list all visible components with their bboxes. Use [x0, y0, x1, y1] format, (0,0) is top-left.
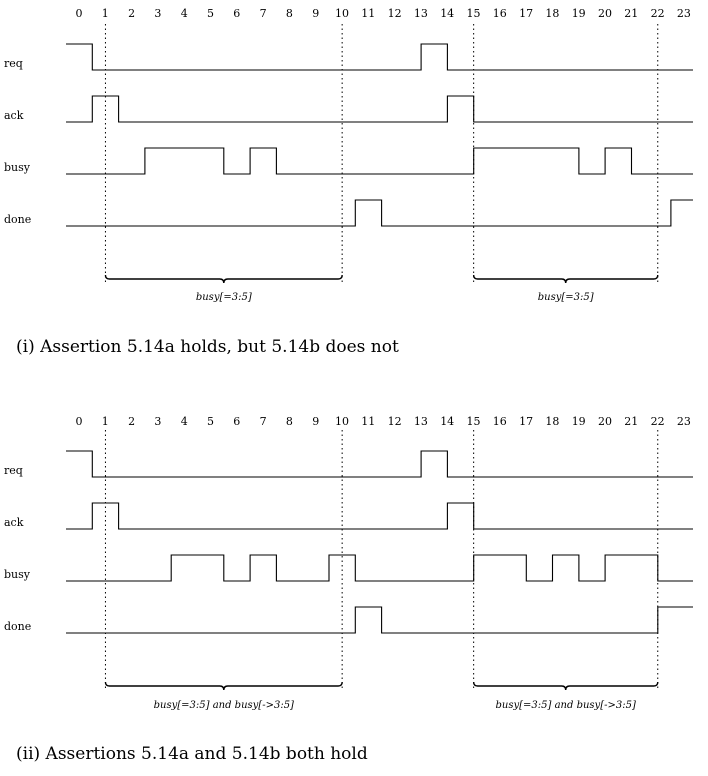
cycle-number: 18: [545, 7, 560, 20]
cycle-number: 12: [387, 415, 402, 428]
cycle-number: 20: [598, 415, 612, 428]
signal-label-req: req: [4, 57, 23, 70]
cycle-number: 21: [624, 7, 639, 20]
interval-brace-label: busy[=3:5] and busy[->3:5]: [495, 700, 636, 711]
waveform-req: [66, 451, 693, 477]
waveform-done: [66, 200, 693, 226]
cycle-number: 9: [312, 7, 320, 20]
cycle-number: 13: [413, 415, 428, 428]
cycle-number: 8: [285, 415, 293, 428]
caption-panel-ii: (ii) Assertions 5.14a and 5.14b both hold: [16, 744, 368, 764]
interval-brace-label: busy[=3:5]: [537, 292, 594, 303]
cycle-number: 3: [154, 7, 162, 20]
cycle-number: 22: [650, 7, 665, 20]
signal-label-busy: busy: [4, 568, 30, 581]
cycle-number: 1: [101, 7, 109, 20]
signal-label-done: done: [4, 213, 32, 226]
cycle-number: 12: [387, 7, 402, 20]
cycle-number: 10: [335, 415, 349, 428]
cycle-number: 16: [492, 415, 507, 428]
cycle-number: 16: [492, 7, 507, 20]
waveform-ack: [66, 96, 693, 122]
cycle-number: 10: [335, 7, 349, 20]
cycle-number: 21: [624, 415, 639, 428]
waveform-done: [66, 607, 693, 633]
cycle-number: 5: [207, 415, 214, 428]
cycle-number: 2: [128, 415, 136, 428]
signal-label-ack: ack: [4, 516, 24, 529]
waveform-ack: [66, 503, 693, 529]
cycle-number: 4: [180, 7, 188, 20]
cycle-number: 5: [207, 7, 214, 20]
waveform-busy: [66, 148, 693, 174]
cycle-number: 7: [259, 415, 267, 428]
cycle-number: 0: [75, 415, 83, 428]
cycle-number: 19: [571, 415, 586, 428]
cycle-number: 1: [101, 415, 109, 428]
cycle-number: 17: [519, 7, 534, 20]
signal-label-ack: ack: [4, 109, 24, 122]
cycle-number: 4: [180, 415, 188, 428]
interval-brace-label: busy[=3:5]: [195, 292, 252, 303]
cycle-number: 14: [440, 415, 455, 428]
interval-brace: [105, 275, 342, 283]
cycle-number: 19: [571, 7, 586, 20]
signal-label-req: req: [4, 464, 23, 477]
interval-brace: [474, 682, 658, 690]
cycle-number: 17: [519, 415, 534, 428]
cycle-number: 23: [676, 7, 691, 20]
interval-brace-label: busy[=3:5] and busy[->3:5]: [153, 700, 294, 711]
interval-brace: [474, 275, 658, 283]
cycle-number: 6: [233, 415, 241, 428]
cycle-number: 0: [75, 7, 83, 20]
timing-panel-i: [4, 7, 693, 303]
cycle-number: 9: [312, 415, 320, 428]
cycle-number: 14: [440, 7, 455, 20]
timing-panel-ii: [4, 415, 693, 711]
interval-brace: [105, 682, 342, 690]
waveform-busy: [66, 555, 693, 581]
cycle-number: 18: [545, 415, 560, 428]
cycle-number: 6: [233, 7, 241, 20]
cycle-number: 15: [466, 7, 481, 20]
cycle-number: 20: [598, 7, 612, 20]
signal-label-done: done: [4, 620, 32, 633]
cycle-number: 15: [466, 415, 481, 428]
waveform-req: [66, 44, 693, 70]
cycle-number: 11: [361, 7, 376, 20]
caption-panel-i: (i) Assertion 5.14a holds, but 5.14b does not: [16, 337, 399, 357]
cycle-number: 23: [676, 415, 691, 428]
cycle-number: 2: [128, 7, 136, 20]
cycle-number: 3: [154, 415, 162, 428]
cycle-number: 7: [259, 7, 267, 20]
cycle-number: 13: [413, 7, 428, 20]
signal-label-busy: busy: [4, 161, 30, 174]
cycle-number: 8: [285, 7, 293, 20]
cycle-number: 22: [650, 415, 665, 428]
cycle-number: 11: [361, 415, 376, 428]
